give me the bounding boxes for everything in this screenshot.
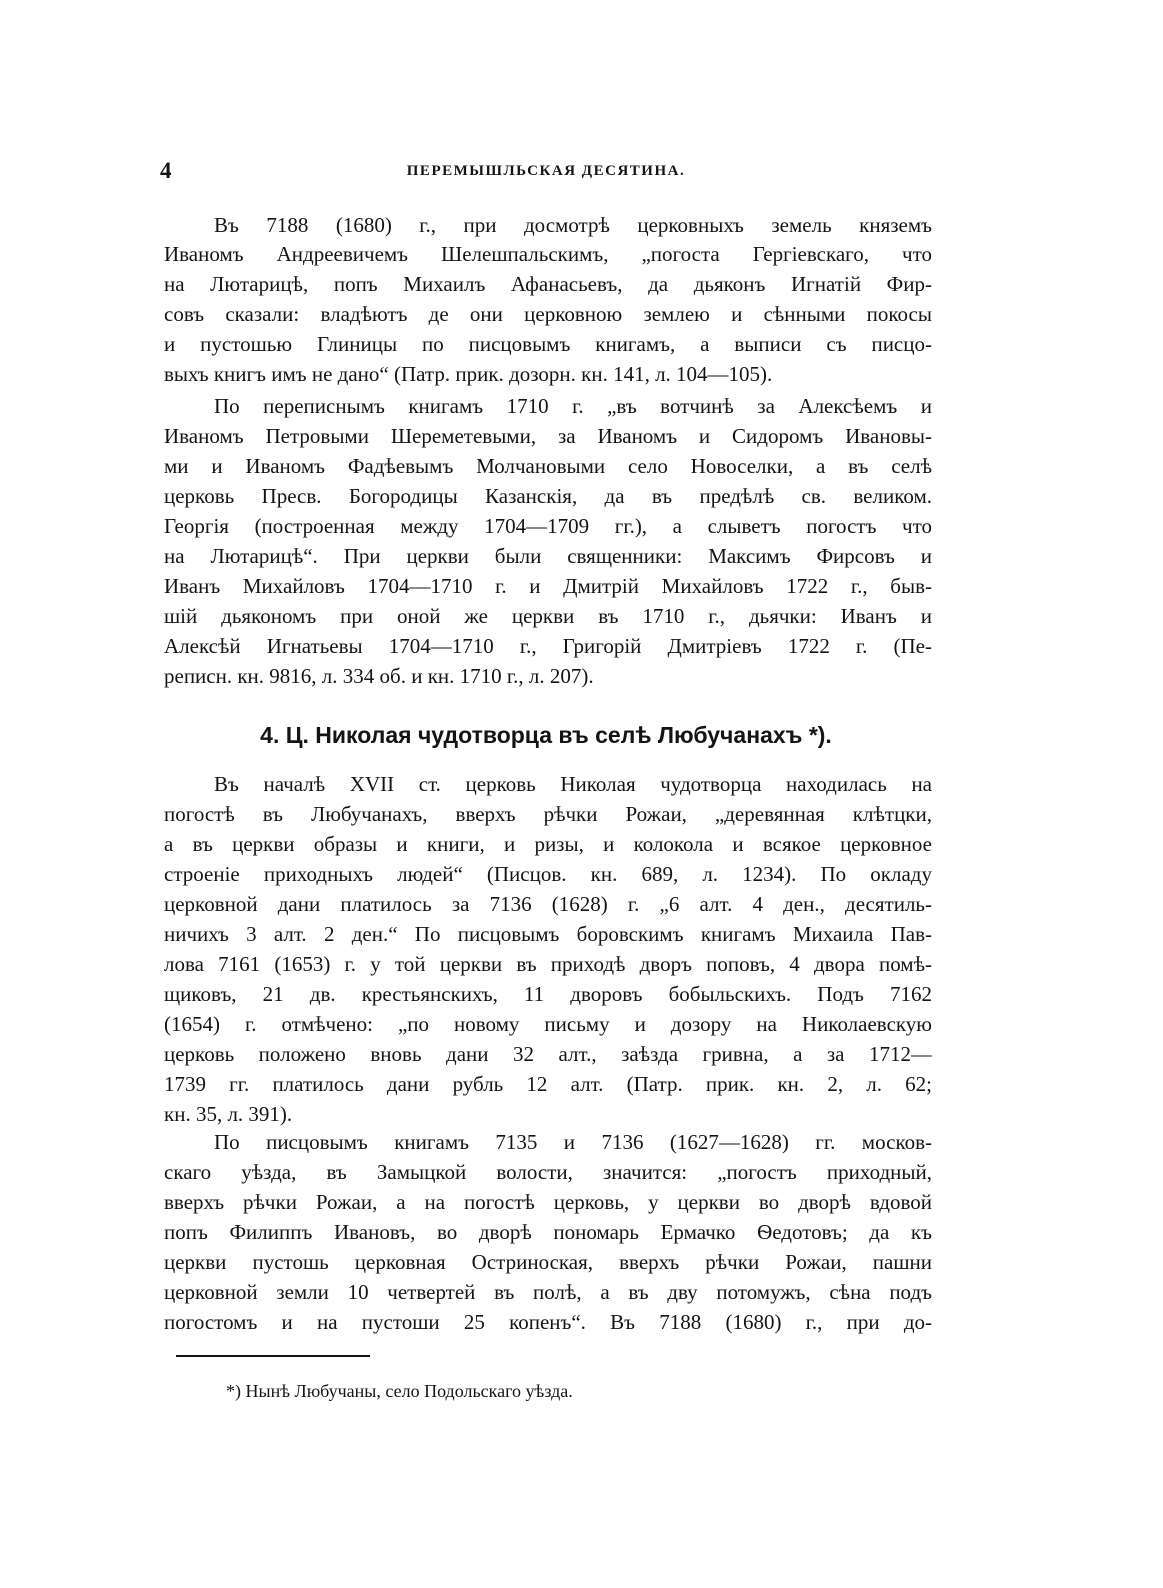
footnote: *) Нынѣ Любучаны, село Подольскаго уѣзда. [226, 1381, 573, 1401]
text-line: 1739 гг. платилось дани рубль 12 алт. (Патр. прик. кн. 2, л. 62; [164, 1072, 932, 1096]
text-line: церкви пустошь церковная Остриноская, вверхъ рѣчки Рожаи, пашни [164, 1250, 932, 1274]
text-line: ми и Иваномъ Фадѣевымъ Молчановыми село Новоселки, а въ селѣ [164, 454, 932, 478]
text-line: выхъ книгъ имъ не дано“ (Патр. прик. дозорн. кн. 141, л. 104—105). [164, 362, 773, 386]
text-line: церковь положено вновь дани 32 алт., заѣзда гривна, а за 1712— [164, 1042, 932, 1066]
text-line: строеніе приходныхъ людей“ (Писцов. кн. 689, л. 1234). По окладу [164, 862, 932, 886]
text-line: церковь Пресв. Богородицы Казанскія, да въ предѣлѣ св. великом. [164, 484, 932, 508]
text-line: Въ 7188 (1680) г., при досмотрѣ церковныхъ земель княземъ [214, 213, 932, 237]
text-line: попъ Филиппъ Ивановъ, во дворѣ пономарь Ермачко Ѳедотовъ; да къ [164, 1220, 932, 1244]
text-line: Иванъ Михайловъ 1704—1710 г. и Дмитрій Михайловъ 1722 г., быв- [164, 574, 932, 598]
footnote-divider [176, 1355, 370, 1357]
text-line: Въ началѣ XVII ст. церковь Николая чудотворца находилась на [214, 772, 932, 796]
text-line: а въ церкви образы и книги, и ризы, и колокола и всякое церковное [164, 832, 932, 856]
text-line: (1654) г. отмѣчено: „по новому письму и дозору на Николаевскую [164, 1012, 932, 1036]
text-line: кн. 35, л. 391). [164, 1102, 293, 1126]
text-line: щиковъ, 21 дв. крестьянскихъ, 11 дворовъ бобыльскихъ. Подъ 7162 [164, 982, 932, 1006]
page-header [160, 158, 932, 190]
text-line: По писцовымъ книгамъ 7135 и 7136 (1627—1628) гг. москов- [214, 1130, 932, 1154]
text-line: церковной дани платилось за 7136 (1628) г. „6 алт. 4 ден., десятиль- [164, 892, 932, 916]
text-line: лова 7161 (1653) г. у той церкви въ приходѣ дворъ поповъ, 4 двора помѣ- [164, 952, 932, 976]
text-line: Алексѣй Игнатьевы 1704—1710 г., Григорій Дмитріевъ 1722 г. (Пе- [164, 634, 932, 658]
text-line: По переписнымъ книгамъ 1710 г. „въ вотчинѣ за Алексѣемъ и [214, 394, 932, 418]
section-heading: 4. Ц. Николая чудотворца въ селѣ Любучанахъ *). [260, 722, 832, 748]
text-line: на Лютарицѣ, попъ Михаилъ Афанасьевъ, да дьяконъ Игнатій Фир- [164, 272, 932, 296]
text-line: шій дьякономъ при оной же церкви въ 1710 г., дьячки: Иванъ и [164, 604, 932, 628]
text-line: ничихъ 3 алт. 2 ден.“ По писцовымъ боровскимъ книгамъ Михаила Пав- [164, 922, 932, 946]
text-line: совъ сказали: владѣютъ де они церковною землею и сѣнными покосы [164, 302, 932, 326]
text-line: и пустошью Глиницы по писцовымъ книгамъ, а выписи съ писцо- [164, 332, 932, 356]
text-line: погостомъ и на пустоши 25 копенъ“. Въ 7188 (1680) г., при до- [164, 1310, 932, 1334]
text-line: Георгія (построенная между 1704—1709 гг.), а слыветъ погостъ что [164, 514, 932, 538]
text-line: Иваномъ Андреевичемъ Шелешпальскимъ, „погоста Гергіевскаго, что [164, 242, 932, 266]
page-number: 4 [160, 158, 172, 183]
text-line: Иваномъ Петровыми Шереметевыми, за Иваномъ и Сидоромъ Ивановы- [164, 424, 932, 448]
text-line: погостѣ въ Любучанахъ, вверхъ рѣчки Рожаи, „деревянная клѣтцки, [164, 802, 932, 826]
text-line: церковной земли 10 четвертей въ полѣ, а въ дву потомужъ, сѣна подъ [164, 1280, 932, 1304]
text-line: реписн. кн. 9816, л. 334 об. и кн. 1710 г., л. 207). [164, 664, 594, 688]
text-line: скаго уѣзда, въ Замыцкой волости, значится: „погостъ приходный, [164, 1160, 932, 1184]
text-line: на Лютарицѣ“. При церкви были священники: Максимъ Фирсовъ и [164, 544, 932, 568]
text-line: вверхъ рѣчки Рожаи, а на погостѣ церковь, у церкви во дворѣ вдовой [164, 1190, 932, 1214]
running-title: ПЕРЕМЫШЛЬСКАЯ ДЕСЯТИНА. [406, 163, 686, 179]
